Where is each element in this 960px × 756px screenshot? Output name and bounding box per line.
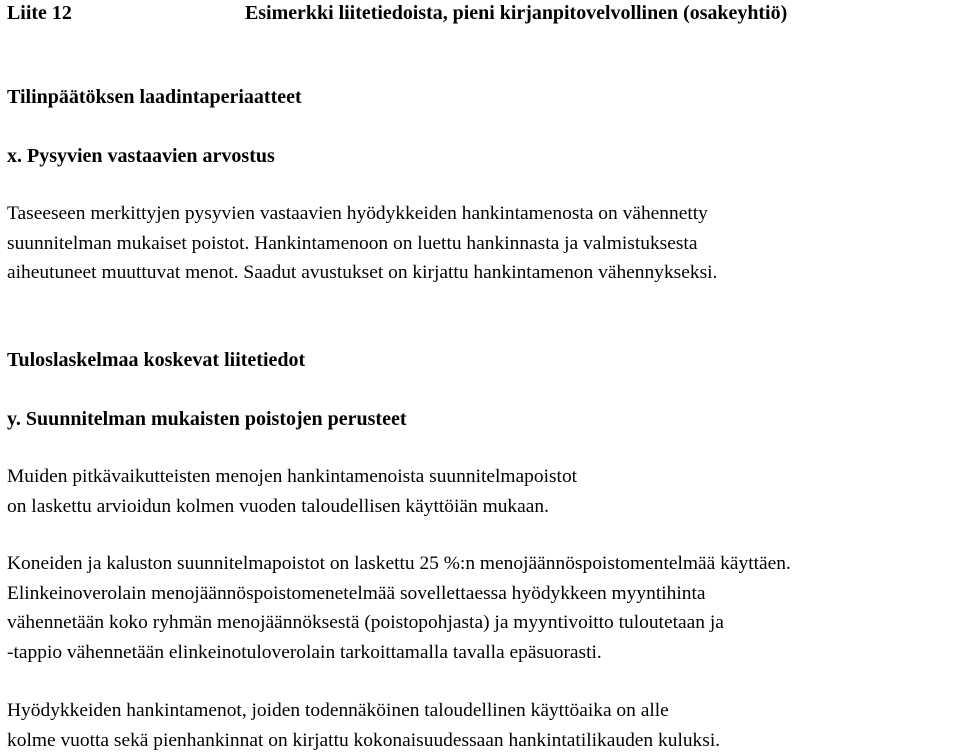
paragraph-line: -tappio vähennetään elinkeinotuloverolain tarkoittamalla tavalla epäsuorasti.	[7, 641, 602, 663]
paragraph-line: Koneiden ja kaluston suunnitelmapoistot on laskettu 25 %:n menojäännöspoistomentelmää käyttäen.	[7, 553, 791, 574]
paragraph-line: aiheutuneet muuttuvat menot. Saadut avustukset on kirjattu hankintamenon vähennykseksi.	[7, 262, 718, 283]
depreciation-basis-subheading: y. Suunnitelman mukaisten poistojen perusteet	[7, 408, 407, 430]
appendix-label: Liite 12	[7, 2, 72, 24]
paragraph-line: Hyödykkeiden hankintamenot, joiden todennäköinen taloudellinen käyttöaika on alle	[7, 700, 669, 721]
page-header	[7, 0, 957, 28]
paragraph-line: Elinkeinoverolain menojäännöspoistomenetelmää sovellettaessa hyödykkeen myyntihinta	[7, 582, 706, 604]
long-term-expenses-paragraph	[7, 462, 957, 521]
paragraph-line: kolme vuotta sekä pienhankinnat on kirjattu kokonaisuudessaan hankintatilikauden kuluksi.	[7, 729, 721, 751]
fixed-assets-valuation-paragraph	[7, 199, 957, 288]
fixed-assets-valuation-subheading: x. Pysyvien vastaavien arvostus	[7, 145, 275, 167]
income-statement-notes-heading: Tuloslaskelmaa koskevat liitetiedot	[7, 349, 306, 371]
machinery-depreciation-paragraph	[7, 549, 957, 667]
document-title: Esimerkki liitetiedoista, pieni kirjanpitovelvollinen (osakeyhtiö)	[245, 2, 788, 24]
paragraph-line: suunnitelman mukaiset poistot. Hankintamenoon on luettu hankinnasta ja valmistuksesta	[7, 232, 698, 254]
paragraph-line: on laskettu arvioidun kolmen vuoden taloudellisen käyttöiän mukaan.	[7, 495, 549, 517]
paragraph-line: Taseeseen merkittyjen pysyvien vastaavien hyödykkeiden hankintamenosta on vähennetty	[7, 203, 708, 224]
small-acquisitions-paragraph	[7, 696, 957, 755]
paragraph-line: vähennetään koko ryhmän menojäännöksestä (poistopohjasta) ja myyntivoitto tuloutetaan ja	[7, 612, 724, 633]
paragraph-line: Muiden pitkävaikutteisten menojen hankintamenoista suunnitelmapoistot	[7, 466, 578, 487]
accounting-principles-heading: Tilinpäätöksen laadintaperiaatteet	[7, 86, 302, 108]
